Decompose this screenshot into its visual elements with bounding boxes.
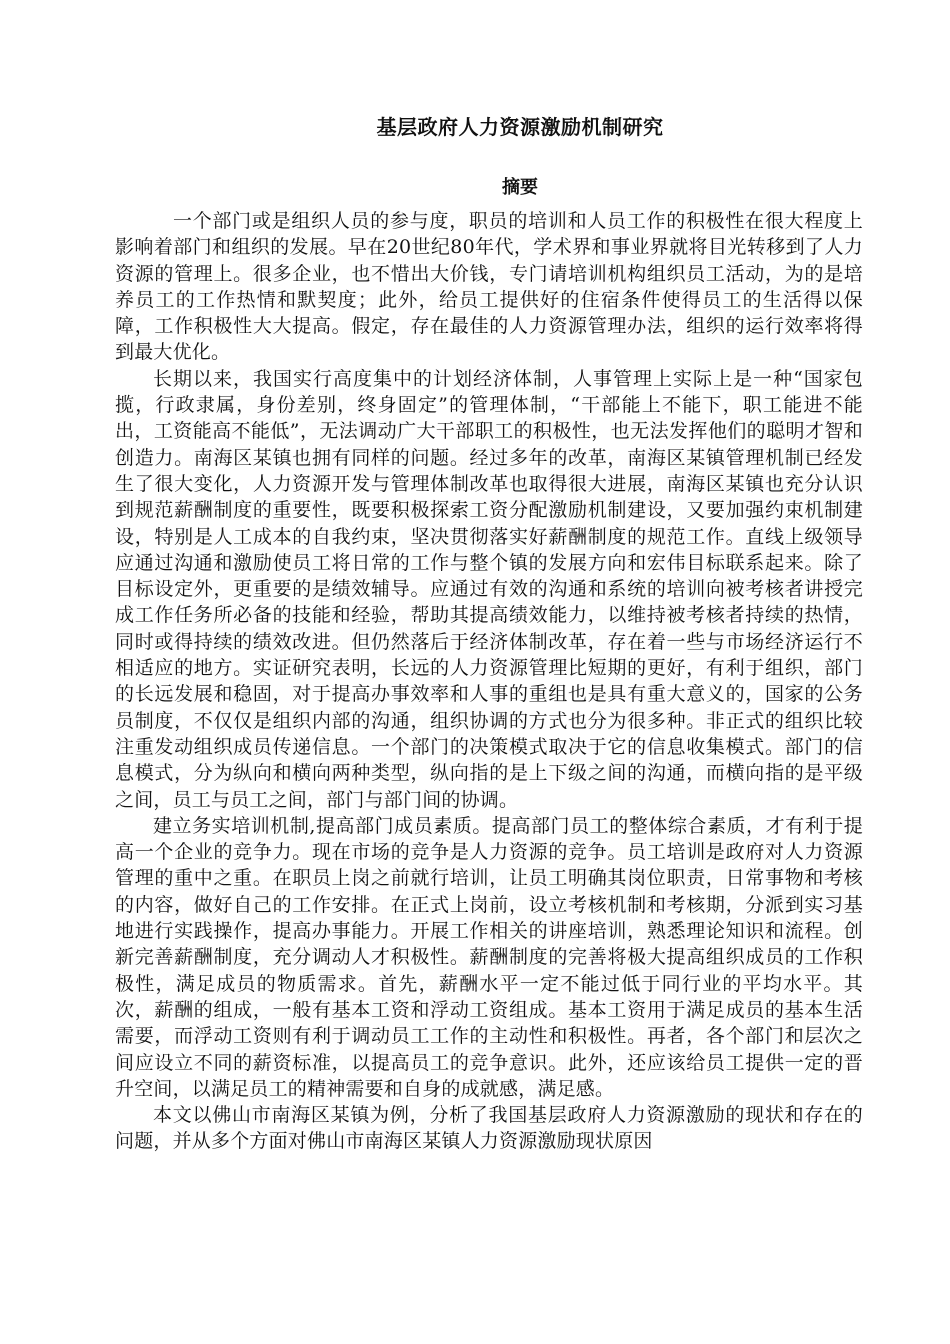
abstract-paragraph-1: 一个部门或是组织人员的参与度，职员的培训和人员工作的积极性在很大程度上影响着部门和组织的发展。早在20世纪80年代，学术界和事业界就将目光转移到了人力资源的管理上。很多企业，也不惜出大价钱，专门请培训机构组织员工活动，为的是培养员工的工作热情和默契度；此外，给员工提供好的住宿条件使得员工的生活得以保障，工作积极性大大提高。假定，存在最佳的人力资源管理办法，组织的运行效率将得到最大优化。 — [115, 210, 863, 364]
document-title: 基层政府人力资源激励机制研究 — [376, 115, 664, 139]
abstract-body — [115, 208, 863, 1155]
abstract-heading: 摘要 — [502, 177, 538, 198]
abstract-paragraph-3: 建立务实培训机制,提高部门成员素质。提高部门员工的整体综合素质，才有利于提高一个企业的竞争力。现在市场的竞争是人力资源的竞争。员工培训是政府对人力资源管理的重中之重。在职员上岗之前就行培训，让员工明确其岗位职责，日常事物和考核的内容，做好自己的工作安排。在正式上岗前，设立考核机制和考核期，分派到实习基地进行实践操作，提高办事能力。开展工作相关的讲座培训，熟悉理论知识和流程。创新完善薪酬制度，充分调动人才积极性。薪酬制度的完善将极大提高组织成员的工作积极性，满足成员的物质需求。首先，薪酬水平一定不能过低于同行业的平均水平。其次，薪酬的组成，一般有基本工资和浮动工资组成。基本工资用于满足成员的基本生活需要，而浮动工资则有利于调动员工工作的主动性和积极性。再者，各个部门和层次之间应设立不同的薪资标准，以提高员工的竞争意识。此外，还应该给员工提供一定的晋升空间，以满足员工的精神需要和自身的成就感，满足感。 — [115, 814, 863, 1100]
abstract-paragraph-2: 长期以来，我国实行高度集中的计划经济体制，人事管理上实际上是一种“国家包揽，行政隶属，身份差别，终身固定”的管理体制，“干部能上不能下，职工能进不能出，工资能高不能低”，无法调动广大干部职工的积极性，也无法发挥他们的聪明才智和创造力。南海区某镇也拥有同样的问题。经过多年的改革，南海区某镇管理机制已经发生了很大变化，人力资源开发与管理体制改革也取得很大进展，南海区某镇也充分认识到规范薪酬制度的重要性，既要积极探索工资分配激励机制建设，又要加强约束机制建设，特别是人工成本的自我约束，坚决贯彻落实好薪酬制度的规范工作。直线上级领导应通过沟通和激励使员工将日常的工作与整个镇的发展方向和宏伟目标联系起来。除了目标设定外，更重要的是绩效辅导。应通过有效的沟通和系统的培训向被考核者讲授完成工作任务所必备的技能和经验，帮助其提高绩效能力，以维持被考核者持续的热情，同时或得持续的绩效改进。但仍然落后于经济体制改革，存在着一些与市场经济运行不相适应的地方。实证研究表明，长远的人力资源管理比短期的更好，有利于组织，部门的长远发展和稳固，对于提高办事效率和人事的重组也是具有重大意义的，国家的公务员制度，不仅仅是组织内部的沟通，组织协调的方式也分为很多种。非正式的组织比较注重发动组织成员传递信息。一个部门的决策模式取决于它的信息收集模式。部门的信息模式，分为纵向和横向两种类型，纵向指的是上下级之间的沟通，而横向指的是平级之间，员工与员工之间，部门与部门间的协调。 — [115, 367, 863, 811]
abstract-paragraph-4: 本文以佛山市南海区某镇为例，分析了我国基层政府人力资源激励的现状和存在的问题，并从多个方面对佛山市南海区某镇人力资源激励现状原因 — [115, 1104, 863, 1153]
